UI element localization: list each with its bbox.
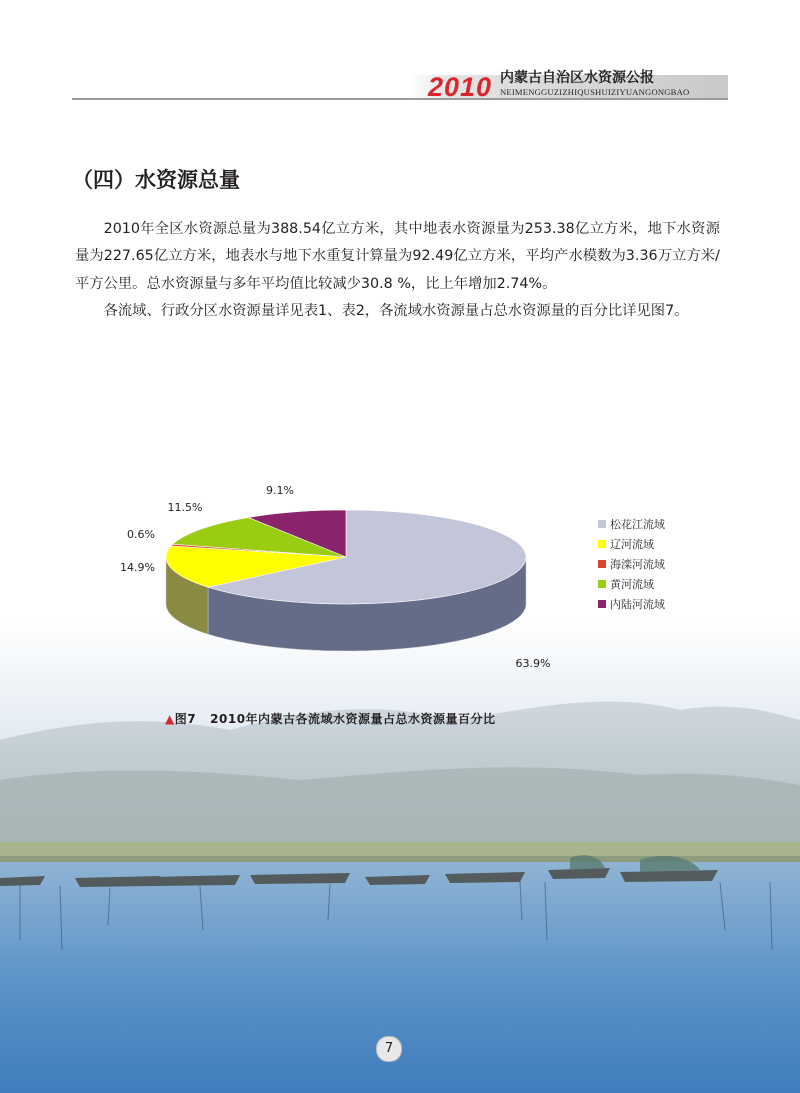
legend-swatch-2 — [598, 560, 606, 568]
legend-swatch-1 — [598, 540, 606, 548]
figure-label: 图7 — [174, 712, 197, 726]
pie-label-2: 0.6% — [127, 528, 155, 541]
body-text — [75, 216, 720, 326]
figure-caption — [165, 712, 496, 726]
legend-swatch-0 — [598, 520, 606, 528]
pie-label-1: 14.9% — [120, 561, 155, 574]
legend-label-2: 海滦河流域 — [610, 558, 665, 571]
paragraph-1: 2010年全区水资源总量为388.54亿立方米，其中地表水资源量为253.38亿立方米，地下水资源量为227.65亿立方米，地表水与地下水重复计算量为92.49亿立方米，平均产水模数为3.36万立方米/平方公里。总水资源量与多年平均值比较减少30.8 %，比上年增加2.74%。 — [75, 221, 720, 292]
pie-label-0: 63.9% — [515, 657, 551, 670]
paragraph-2: 各流域、行政分区水资源量详见表1、表2，各流域水资源量占总水资源量的百分比详见图7。 — [103, 303, 689, 320]
legend-label-1: 辽河流域 — [610, 538, 654, 551]
header-title-en: NEIMENGGUZIZHIQUSHUIZIYUANGONGBAO — [500, 87, 690, 97]
legend-swatch-3 — [598, 580, 606, 588]
pie-label-4: 9.1% — [266, 484, 294, 497]
header-title-cn: 内蒙古自治区水资源公报 — [500, 70, 654, 86]
legend-label-4: 内陆河流域 — [610, 598, 665, 611]
caption-triangle-icon: ▲ — [165, 712, 175, 726]
pie-chart — [0, 460, 800, 720]
legend-label-3: 黄河流域 — [610, 578, 654, 591]
header-rule — [72, 98, 728, 100]
pie-label-3: 11.5% — [167, 501, 203, 514]
page-number: 7 — [376, 1036, 402, 1062]
section-heading: （四）水资源总量 — [72, 168, 240, 192]
legend-label-0: 松花江流域 — [610, 518, 665, 531]
figure-caption-text: 2010年内蒙古各流域水资源量占总水资源量百分比 — [210, 712, 496, 726]
legend-swatch-4 — [598, 600, 606, 608]
header-year: 2010 — [428, 72, 493, 102]
